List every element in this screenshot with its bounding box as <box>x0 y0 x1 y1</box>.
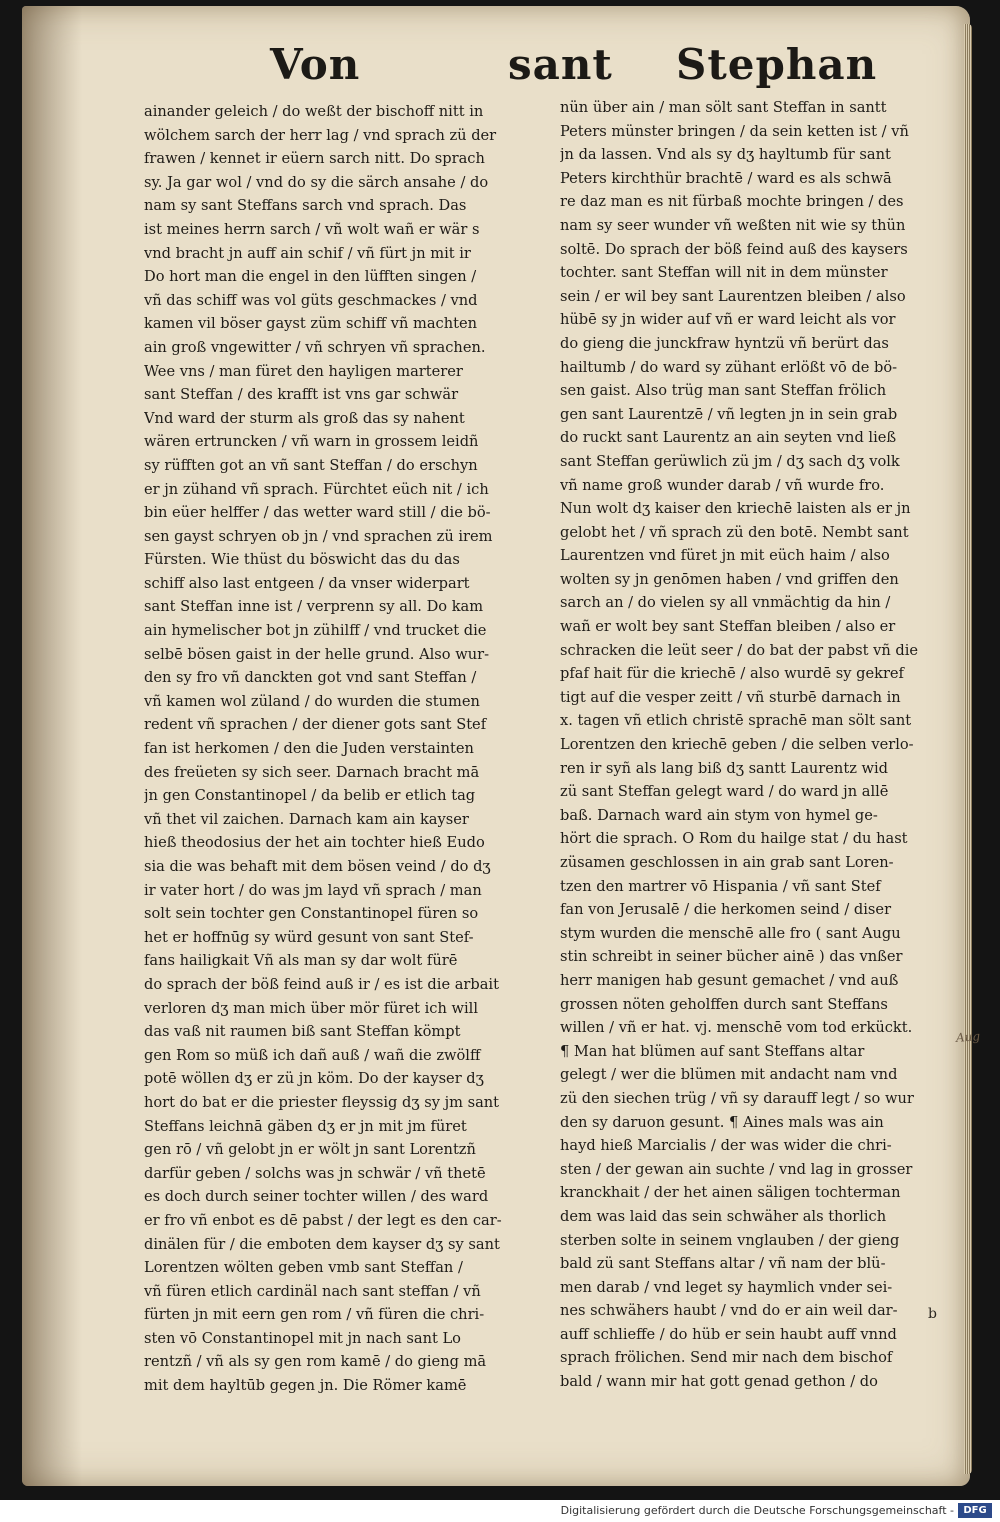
running-head-word: Stephan <box>676 40 878 89</box>
text-line: er jn zühand vñ sprach. Fürchtet eüch nit / ich <box>144 480 489 498</box>
text-line: züsamen geschlossen in ain grab sant Loren- <box>560 854 894 871</box>
text-line: Peters münster bringen / da sein ketten ist / vñ <box>560 122 909 140</box>
text-line: den sy fro vñ danckten got vnd sant Steffan / <box>144 669 477 687</box>
text-line: bald zü sant Steffans altar / vñ nam der blü- <box>560 1255 886 1273</box>
text-line: zü sant Steffan gelegt ward / do ward jn allē <box>560 783 889 801</box>
text-line: sen gayst schryen ob jn / vnd sprachen zü irem <box>144 527 493 545</box>
text-line: Steffans leichnā gäben dʒ er jn mit jm füret <box>144 1117 467 1135</box>
text-line: frawen / kennet ir eüern sarch nitt. Do sprach <box>144 150 485 168</box>
text-line: sten / der gewan ain suchte / vnd lag in grosser <box>560 1160 913 1178</box>
text-line: sant Steffan / des krafft ist vns gar schwär <box>144 386 459 404</box>
text-line: gelegt / wer die blümen mit andacht nam vnd <box>560 1066 898 1084</box>
text-line: das vaß nit raumen biß sant Steffan kömpt <box>144 1023 461 1041</box>
text-line: Lorentzen wölten geben vmb sant Steffan / <box>144 1259 463 1277</box>
text-line: gen rō / vñ gelobt jn er wölt jn sant Lorentzñ <box>144 1141 476 1159</box>
text-line: soltē. Do sprach der böß feind auß des kaysers <box>560 240 908 258</box>
text-line: sy rüfften got an vñ sant Steffan / do erschyn <box>144 456 478 474</box>
text-line: Lorentzen den kriechē geben / die selben verlo- <box>560 736 914 754</box>
text-line: wären ertruncken / vñ warn in grossem leidñ <box>144 433 479 451</box>
text-line: wölchem sarch der herr lag / vnd sprach zü der <box>144 126 497 144</box>
text-line: wañ er wolt bey sant Steffan bleiben / also er <box>560 618 896 636</box>
text-line: sant Steffan inne ist / verprenn sy all. Do kam <box>144 598 484 616</box>
text-line: potē wöllen dʒ er zü jn köm. Do der kayser dʒ <box>144 1070 484 1088</box>
right-text-column <box>560 96 970 1394</box>
text-line: auff schlieffe / do hüb er sein haubt auff vnnd <box>560 1325 897 1343</box>
text-line: tigt auf die vesper zeitt / vñ sturbē darnach in <box>560 688 901 706</box>
text-line: hört die sprach. O Rom du hailge stat / du hast <box>560 830 908 848</box>
text-line: kamen vil böser gayst züm schiff vñ machten <box>144 315 478 333</box>
text-line: vñ füren etlich cardinäl nach sant steffan / vñ <box>144 1282 481 1300</box>
text-line: vñ name groß wunder darab / vñ wurde fro. <box>560 476 885 494</box>
text-line: dinälen für / die emboten dem kayser dʒ sy sant <box>144 1235 500 1253</box>
text-line: fürten jn mit eern gen rom / vñ füren die chri- <box>144 1306 485 1324</box>
text-line: hailtumb / do ward sy zühant erlößt vō de bö- <box>560 358 898 376</box>
text-line: stym wurden die menschē alle fro ( sant Augu <box>560 924 901 942</box>
text-line: bald / wann mir hat gott genad gethon / do <box>560 1373 878 1391</box>
text-line: schracken die leüt seer / do bat der pabst vñ die <box>560 641 919 659</box>
text-line: vñ kamen wol züland / do wurden die stumen <box>144 692 480 710</box>
text-line: vnd bracht jn auff ain schif / vñ fürt jn mit ir <box>144 244 471 262</box>
text-line: bin eüer helffer / das wetter ward still / die bö- <box>144 504 491 522</box>
text-line: er fro vñ enbot es dē pabst / der legt es den car- <box>144 1211 502 1229</box>
text-line: dem was laid das sein schwäher als thorlich <box>560 1207 887 1225</box>
text-line: ren ir syñ als lang biß dʒ santt Laurentz wid <box>560 759 889 777</box>
text-line: ain groß vngewitter / vñ schryen vñ sprachen. <box>144 338 486 356</box>
left-text-column <box>144 100 554 1398</box>
text-line: baß. Darnach ward ain stym von hymel ge- <box>560 806 878 824</box>
text-line: jn gen Constantinopel / da belib er etlich tag <box>144 787 476 805</box>
dfg-logo-icon: DFG <box>958 1503 992 1518</box>
text-line: nam sy seer wunder vñ weßten nit wie sy thün <box>560 216 906 234</box>
text-line: tzen den martrer vō Hispania / vñ sant Stef <box>560 877 881 895</box>
text-line: nün über ain / man sölt sant Steffan in santt <box>560 99 887 116</box>
text-line: sen gaist. Also trüg man sant Steffan frölich <box>560 382 887 400</box>
text-line: kranckhait / der het ainen säligen tochterman <box>560 1184 901 1202</box>
text-line: solt sein tochter gen Constantinopel füren so <box>144 905 479 923</box>
text-line: hort do bat er die priester fleyssig dʒ sy jm sant <box>144 1093 500 1111</box>
text-line: vñ das schiff was vol güts geschmackes / vnd <box>144 291 478 309</box>
text-line: rentzñ / vñ als sy gen rom kamē / do gieng mā <box>144 1353 487 1371</box>
text-line: sprach frölichen. Send mir nach dem bischof <box>560 1349 893 1367</box>
text-line: ir vater hort / do was jm layd vñ sprach / man <box>144 881 482 899</box>
footer-credit: Digitalisierung gefördert durch die Deutsche Forschungsgemeinschaft - <box>560 1504 954 1517</box>
text-line: fan ist herkomen / den die Juden verstainten <box>144 740 474 758</box>
running-head-word: Von <box>270 40 361 89</box>
text-line: wolten sy jn genōmen haben / vnd griffen den <box>560 570 899 588</box>
text-line: gelobt het / vñ sprach zü den botē. Nembt sant <box>560 523 909 541</box>
signature-mark: b <box>928 1306 937 1322</box>
text-line: ainander geleich / do weßt der bischoff nitt in <box>144 103 484 120</box>
text-line: nam sy sant Steffans sarch vnd sprach. Das <box>144 197 467 215</box>
text-line: mit dem hayltūb gegen jn. Die Römer kamē <box>144 1377 467 1395</box>
text-line: stin schreibt in seiner bücher ainē ) das vnßer <box>560 948 903 966</box>
text-line: hieß theodosius der het ain tochter hieß Eudo <box>144 834 485 852</box>
text-line: jn da lassen. Vnd als sy dʒ hayltumb für sant <box>560 146 891 164</box>
text-line: Fürsten. Wie thüst du böswicht das du das <box>144 551 460 569</box>
text-line: fans hailigkait Vñ als man sy dar wolt fürē <box>144 952 458 970</box>
text-line: gen Rom so müß ich dañ auß / wañ die zwölff <box>144 1046 481 1064</box>
text-line: Laurentzen vnd füret jn mit eüch haim / also <box>560 547 890 565</box>
text-line: x. tagen vñ etlich christē sprachē man sölt sant <box>560 712 912 730</box>
text-line: Do hort man die engel in den lüfften singen / <box>144 268 477 286</box>
text-line: hayd hieß Marcialis / der was wider die chri- <box>560 1137 892 1155</box>
text-line: Wee vns / man füret den hayligen marterer <box>144 362 463 380</box>
text-line: des freüeten sy sich seer. Darnach bracht mā <box>144 763 480 781</box>
text-line: ain hymelischer bot jn zühilff / vnd trucket die <box>144 622 487 640</box>
margin-annotation: Aug <box>955 1029 981 1045</box>
text-line: men darab / vnd leget sy haymlich vnder sei- <box>560 1278 893 1296</box>
text-line: herr manigen hab gesunt gemachet / vnd auß <box>560 971 899 989</box>
text-line: re daz man es nit fürbaß mochte bringen / des <box>560 193 904 211</box>
text-line: ¶ Man hat blümen auf sant Steffans altar <box>560 1042 865 1060</box>
text-line: sant Steffan gerüwlich zü jm / dʒ sach dʒ volk <box>560 452 900 470</box>
text-line: den sy daruon gesunt. ¶ Aines mals was ain <box>560 1113 884 1131</box>
text-line: Peters kirchthür brachtē / ward es als schwā <box>560 169 892 187</box>
footer-bar <box>0 1500 1000 1522</box>
text-line: es doch durch seiner tochter willen / des ward <box>144 1188 489 1206</box>
text-line: darfür geben / solchs was jn schwär / vñ thetē <box>144 1164 486 1182</box>
text-line: ist meines herrn sarch / vñ wolt wañ er wär s <box>144 220 480 238</box>
text-line: vñ thet vil zaichen. Darnach kam ain kayser <box>144 810 469 828</box>
text-line: sarch an / do vielen sy all vnmächtig da hin / <box>560 594 891 612</box>
text-line: Vnd ward der sturm als groß das sy nahent <box>144 409 465 427</box>
text-line: gen sant Laurentzē / vñ legten jn in sein grab <box>560 405 898 423</box>
text-line: sia die was behaft mit dem bösen veind / do dʒ <box>144 858 491 875</box>
text-line: het er hoffnūg sy würd gesunt von sant Stef- <box>144 928 474 946</box>
text-line: selbē bösen gaist in der helle grund. Also wur- <box>144 645 490 663</box>
text-line: zü den siechen trüg / vñ sy darauff legt / so wur <box>560 1089 914 1107</box>
text-line: redent vñ sprachen / der diener gots sant Stef <box>144 716 487 734</box>
text-line: pfaf hait für die kriechē / also wurdē sy gekref <box>560 665 904 683</box>
text-line: Nun wolt dʒ kaiser den kriechē laisten als er jn <box>560 500 911 518</box>
text-line: fan von Jerusalē / die herkomen seind / diser <box>560 901 892 919</box>
text-line: schiff also last entgeen / da vnser widerpart <box>144 574 470 592</box>
text-line: verloren dʒ man mich über mör füret ich will <box>144 999 478 1017</box>
text-line: sein / er wil bey sant Laurentzen bleiben / also <box>560 287 906 305</box>
text-line: sten vō Constantinopel mit jn nach sant Lo <box>144 1329 461 1347</box>
text-line: hübē sy jn wider auf vñ er ward leicht als vor <box>560 311 896 329</box>
text-line: nes schwähers haubt / vnd do er ain weil dar- <box>560 1302 898 1320</box>
text-line: willen / vñ er hat. vj. menschē vom tod erkückt. <box>560 1019 913 1037</box>
running-head-word: sant <box>508 40 613 89</box>
text-line: do ruckt sant Laurentz an ain seyten vnd ließ <box>560 429 897 447</box>
text-line: tochter. sant Steffan will nit in dem münster <box>560 264 888 282</box>
text-line: sterben solte in seinem vnglauben / der gieng <box>560 1231 900 1249</box>
text-line: grossen nöten geholffen durch sant Steffans <box>560 995 888 1013</box>
text-line: sy. Ja gar wol / vnd do sy die särch ansahe / do <box>144 173 489 191</box>
text-line: do gieng die junckfraw hyntzü vñ berürt das <box>560 334 889 352</box>
text-line: do sprach der böß feind auß ir / es ist die arbait <box>144 975 499 993</box>
